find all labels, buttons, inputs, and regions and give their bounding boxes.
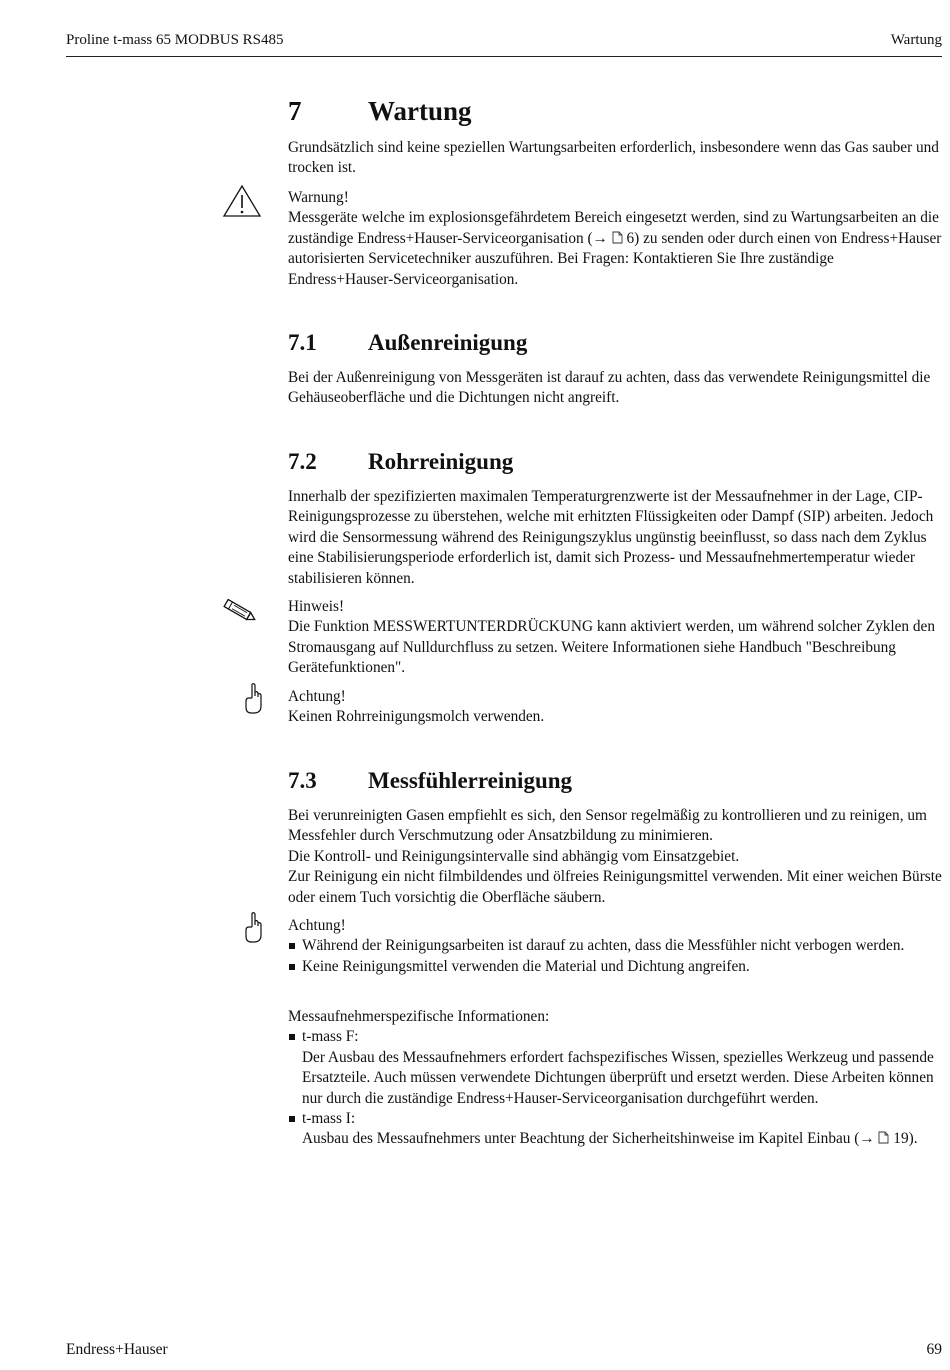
caution-hand-icon — [243, 682, 265, 716]
chapter-intro: Grundsätzlich sind keine speziellen Wartungsarbeiten erforderlich, insbesondere wenn das Gas sauber und trocken ist. — [288, 139, 939, 177]
section-7-1-text: Bei der Außenreinigung von Messgeräten ist darauf zu achten, dass das verwendete Reinigungsmittel die Gehäuseoberfläche und die Dichtungen nicht angreift. — [288, 369, 931, 407]
note-label: Hinweis! — [288, 598, 345, 615]
caution-label: Achtung! — [288, 917, 346, 934]
caution-list — [288, 936, 942, 977]
note-text: Die Funktion MESSWERTUNTERDRÜCKUNG kann aktiviert werden, um während solcher Zyklen den Stromausgang auf Nulldurchfluss zu setzen. Weitere Informationen siehe Handbuch "Beschreibung Gerätefunktionen". — [288, 618, 935, 677]
pencil-note-icon — [220, 598, 260, 624]
chapter-number: 7 — [288, 96, 302, 126]
list-item: Während der Reinigungsarbeiten ist darauf zu achten, dass die Messfühler nicht verbogen werden. — [288, 936, 942, 956]
note-block — [288, 597, 942, 679]
section-7-2-text: Innerhalb der spezifizierten maximalen Temperaturgrenzwerte ist der Messaufnehmer in der Lage, CIP-Reinigungsprozesse zu überstehen, welche mit erhitzten Flüssigkeiten oder Dampf (SIP) arbeiten. Jedoch wird die Sensormessung während des Reinigungszyklus ungünstig beeinflusst, so dass nach dem Zyklus eine Stabilisierungsperiode erforderlich ist, damit sich Prozess- und Messaufnehmertemperatur wieder stabilisieren können. — [288, 488, 934, 587]
caution-hand-icon — [243, 911, 265, 945]
page-number: 69 — [926, 1341, 942, 1358]
chapter-title: Wartung — [368, 96, 472, 126]
page-header — [66, 32, 942, 57]
warning-block — [288, 188, 942, 290]
sensor-info-block — [288, 1007, 942, 1150]
page-ref-icon — [878, 1131, 889, 1144]
warning-label: Warnung! — [288, 189, 349, 206]
page-ref-icon — [612, 231, 623, 244]
list-item: t-mass I: Ausbau des Messaufnehmers unter Beachtung der Sicherheitshinweise im Kapitel Einbau (→ 19). — [288, 1109, 942, 1150]
info-list — [288, 1027, 942, 1149]
chapter-heading — [288, 96, 472, 127]
caution-block-7-3 — [288, 916, 942, 977]
warning-text: Messgeräte welche im explosionsgefährdetem Bereich eingesetzt werden, sind zu Wartungsarbeiten an die zuständige Endress+Hauser-Serviceorganisation (→ 6) zu senden oder durch einen von Endress+Hauser autorisierten Servicetechniker auszuführen. Bei Fragen: Kontaktieren Sie Ihre zuständige Endress+Hauser-Serviceorganisation. — [288, 209, 942, 288]
header-title: Proline t-mass 65 MODBUS RS485 — [66, 32, 284, 48]
header-section: Wartung — [890, 32, 942, 48]
warning-page-ref: 6 — [626, 229, 635, 247]
warning-icon — [222, 184, 262, 218]
caution-label: Achtung! — [288, 688, 346, 705]
list-item: Keine Reinigungsmittel verwenden die Material und Dichtung angreifen. — [288, 957, 942, 977]
caution-block-7-2 — [288, 687, 942, 728]
list-item: t-mass F: Der Ausbau des Messaufnehmers erfordert fachspezifisches Wissen, spezielles Werkzeug und passende Ersatzteile. Auch müssen verwendete Dichtungen überprüft und ersetzt werden. Diese Arbeiten können nur durch die zuständige Endress+Hauser-Serviceorganisation durchgeführt werden. — [288, 1027, 942, 1109]
section-7-3-text: Bei verunreinigten Gasen empfiehlt es sich, den Sensor regelmäßig zu kontrollieren und zu reinigen, um Messfehler durch Verschmutzung oder Ansatzbildung zu minimieren. Die Kontroll- und Reinigungsintervalle sind abhängig vom Einsatzgebiet. Zur Reinigung ein nicht filmbildendes und ölfreies Reinigungsmittel verwenden. Mit einer weichen Bürste oder einem Tuch vorsichtig die Oberfläche säubern. — [288, 807, 942, 906]
section-7-1-heading: 7.1 Außenreinigung — [288, 330, 528, 355]
section-7-3-heading: 7.3 Messfühlerreinigung — [288, 768, 573, 793]
footer-brand: Endress+Hauser — [66, 1341, 168, 1358]
info-label: Messaufnehmerspezifische Informationen: — [288, 1008, 550, 1025]
caution-text: Keinen Rohrreinigungsmolch verwenden. — [288, 708, 545, 726]
section-7-2-heading: 7.2 Rohrreinigung — [288, 449, 514, 474]
info-page-ref: 19 — [893, 1130, 909, 1148]
